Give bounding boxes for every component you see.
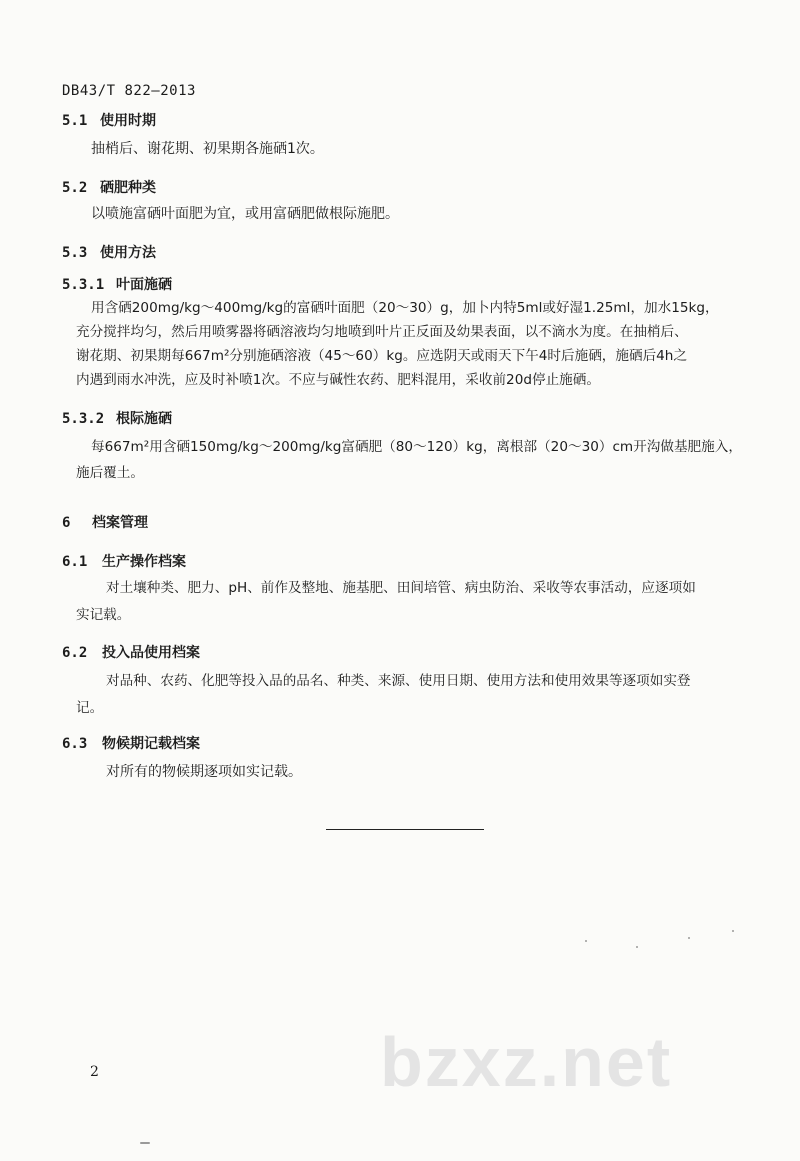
page-number: 2 bbox=[90, 1064, 99, 1080]
section-body-5-2: 以喷施富硒叶面肥为宜，或用富硒肥做根际施肥。 bbox=[91, 206, 399, 222]
section-title: 档案管理 bbox=[92, 515, 148, 531]
paragraph-line: 谢花期、初果期每667m²分别施硒溶液（45～60）kg。应选阴天或雨天下午4时后施硒，施硒后4h之 bbox=[76, 348, 688, 364]
section-heading-5-2 bbox=[62, 177, 156, 197]
document-code: DB43/T 822—2013 bbox=[62, 83, 196, 99]
paragraph-line: 内遇到雨水冲洗，应及时补喷1次。不应与碱性农药、肥料混用，采收前20d停止施硒。 bbox=[76, 372, 600, 388]
section-heading-6-1 bbox=[62, 551, 186, 571]
paragraph-line: 对土壤种类、肥力、pH、前作及整地、施基肥、田间培管、病虫防治、采收等农事活动，应逐项如 bbox=[106, 580, 696, 596]
scan-speck bbox=[140, 1142, 150, 1144]
section-title: 物候期记载档案 bbox=[102, 736, 200, 752]
section-title: 叶面施硒 bbox=[116, 277, 172, 293]
section-title: 投入品使用档案 bbox=[102, 645, 200, 661]
paragraph-line: 每667m²用含硒150mg/kg～200mg/kg富硒肥（80～120）kg，离根部（20～30）cm开沟做基肥施入， bbox=[91, 439, 742, 455]
scan-speck bbox=[732, 930, 734, 932]
section-title: 硒肥种类 bbox=[100, 180, 156, 196]
paragraph-line: 实记载。 bbox=[76, 607, 131, 623]
section-number: 6.2 bbox=[62, 645, 88, 661]
section-body-6-3: 对所有的物候期逐项如实记载。 bbox=[106, 764, 302, 780]
section-number: 6 bbox=[62, 515, 71, 531]
section-heading-6-2 bbox=[62, 642, 200, 662]
section-number: 5.3 bbox=[62, 245, 88, 261]
section-heading-6 bbox=[62, 512, 148, 532]
paragraph-line: 充分搅拌均匀，然后用喷雾器将硒溶液均匀地喷到叶片正反面及幼果表面，以不滴水为度。在抽梢后、 bbox=[76, 324, 688, 340]
end-of-document-rule bbox=[326, 829, 484, 830]
section-number: 6.3 bbox=[62, 736, 88, 752]
section-heading-5-3-2 bbox=[62, 408, 172, 428]
paragraph-line: 记。 bbox=[76, 700, 104, 716]
watermark: bzxz.net bbox=[380, 1023, 673, 1101]
section-title: 根际施硒 bbox=[116, 411, 172, 427]
paragraph-line: 用含硒200mg/kg～400mg/kg的富硒叶面肥（20～30）g，加卜内特5ml或好湿1.25ml，加水15kg， bbox=[91, 300, 719, 316]
section-title: 使用时期 bbox=[100, 113, 156, 129]
section-body-5-1: 抽梢后、谢花期、初果期各施硒1次。 bbox=[91, 141, 324, 157]
section-heading-5-3 bbox=[62, 242, 156, 262]
paragraph-line: 对品种、农药、化肥等投入品的品名、种类、来源、使用日期、使用方法和使用效果等逐项如实登 bbox=[106, 673, 691, 689]
section-number: 6.1 bbox=[62, 554, 88, 570]
section-heading-6-3 bbox=[62, 733, 200, 753]
section-heading-5-3-1 bbox=[62, 274, 172, 294]
paragraph-line: 施后覆土。 bbox=[76, 465, 144, 481]
section-number: 5.3.2 bbox=[62, 411, 105, 427]
scan-speck bbox=[636, 946, 638, 948]
section-number: 5.2 bbox=[62, 180, 88, 196]
scan-speck bbox=[585, 940, 587, 942]
section-title: 使用方法 bbox=[100, 245, 156, 261]
scan-speck bbox=[688, 937, 690, 939]
section-number: 5.3.1 bbox=[62, 277, 105, 293]
section-title: 生产操作档案 bbox=[102, 554, 186, 570]
section-number: 5.1 bbox=[62, 113, 88, 129]
section-heading-5-1 bbox=[62, 110, 156, 130]
